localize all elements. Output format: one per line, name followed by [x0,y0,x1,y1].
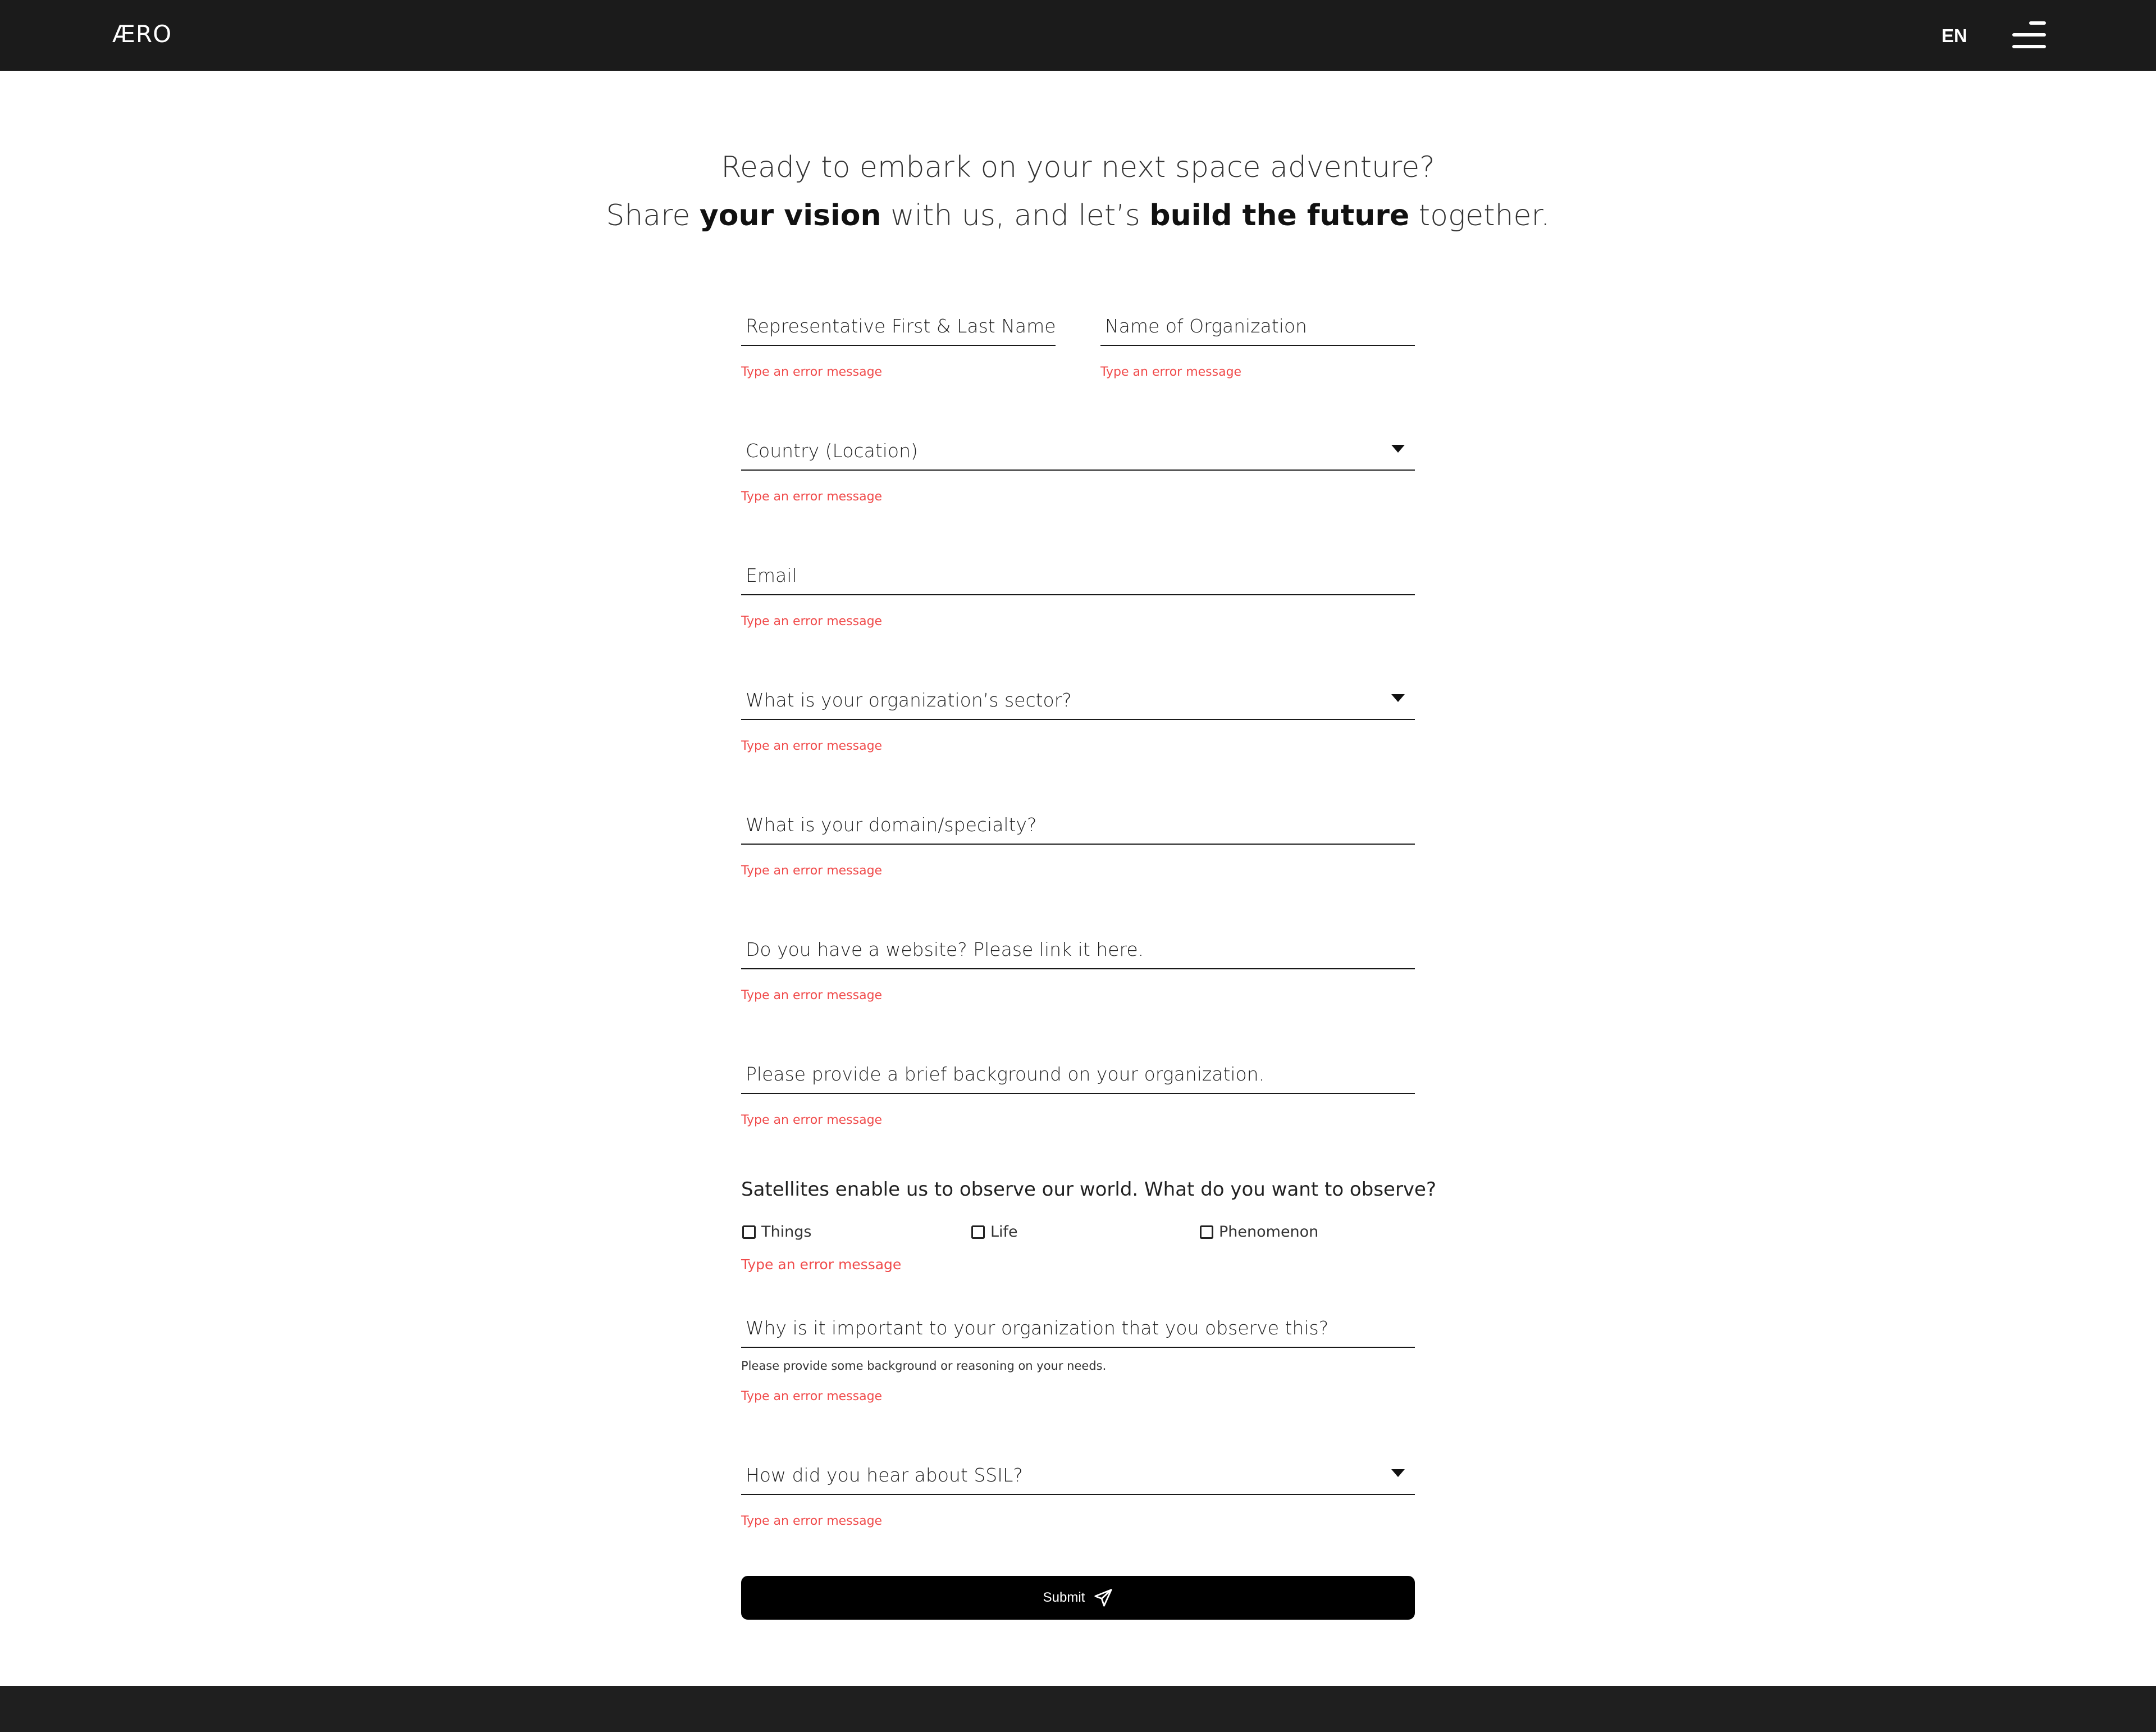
why-important-error: Type an error message [741,1389,883,1403]
country-select[interactable] [741,428,1415,471]
caret-down-icon [1391,694,1405,702]
checkbox-label: Things [761,1223,812,1241]
checkbox-things[interactable] [742,1223,811,1241]
why-important-label: Why is it important to your organization that you observe this? [746,1317,1329,1339]
headline-emphasis: build the future [1149,199,1410,233]
checkbox-phenomenon[interactable] [1200,1223,1318,1241]
send-icon [1094,1588,1113,1607]
email-field[interactable] [741,553,1415,595]
sector-error: Type an error message [741,739,883,753]
headline-text: together. [1409,199,1550,233]
top-nav-bar [0,0,2156,71]
background-field-label: Please provide a brief background on your organization. [746,1063,1265,1085]
caret-down-icon [1391,1469,1405,1477]
submit-button[interactable] [741,1576,1415,1620]
headline-line-2 [0,192,2156,240]
headline-text: with us, and let’s [881,199,1150,233]
checkbox-box[interactable] [742,1225,756,1239]
submit-label: Submit [1043,1590,1085,1605]
headline-line-1: Ready to embark on your next space adventure? [721,151,1435,184]
organization-field[interactable] [1100,303,1415,346]
email-error: Type an error message [741,614,883,628]
why-important-hint: Please provide some background or reasoning on your needs. [741,1359,1107,1373]
why-important-field[interactable] [741,1305,1415,1348]
website-error: Type an error message [741,988,883,1002]
language-selector[interactable]: EN [1942,25,1967,46]
country-select-label: Country (Location) [746,440,918,462]
website-field[interactable] [741,927,1415,969]
checkbox-label: Phenomenon [1219,1223,1319,1241]
aero-logo[interactable]: ÆRO [112,20,172,48]
referral-select[interactable] [741,1452,1415,1495]
sector-select[interactable] [741,677,1415,720]
referral-select-label: How did you hear about SSIL? [746,1464,1023,1486]
website-field-label: Do you have a website? Please link it here. [746,938,1144,960]
email-field-label: Email [746,564,797,586]
name-field-label: Representative First & Last Name [746,315,1056,337]
referral-error: Type an error message [741,1514,883,1528]
headline-emphasis: your vision [699,199,881,233]
background-error: Type an error message [741,1113,883,1127]
sector-select-label: What is your organization’s sector? [746,689,1072,711]
hamburger-menu-icon[interactable] [2012,21,2046,49]
checkbox-box[interactable] [1200,1225,1213,1239]
name-error: Type an error message [741,365,883,379]
checkbox-box[interactable] [971,1225,985,1239]
page-headline [0,143,2156,240]
checkbox-life[interactable] [971,1223,1018,1241]
domain-error: Type an error message [741,864,883,878]
page-footer [0,1686,2156,1732]
checkbox-label: Life [990,1223,1018,1241]
country-error: Type an error message [741,490,883,504]
name-field[interactable] [741,303,1056,346]
caret-down-icon [1391,445,1405,453]
observe-error: Type an error message [741,1256,902,1273]
headline-text: Share [606,199,700,233]
organization-error: Type an error message [1100,365,1242,379]
organization-field-label: Name of Organization [1105,315,1307,337]
observe-question: Satellites enable us to observe our world. What do you want to observe? [741,1178,1437,1201]
background-field[interactable] [741,1051,1415,1094]
domain-field[interactable] [741,802,1415,845]
domain-field-label: What is your domain/specialty? [746,814,1037,836]
